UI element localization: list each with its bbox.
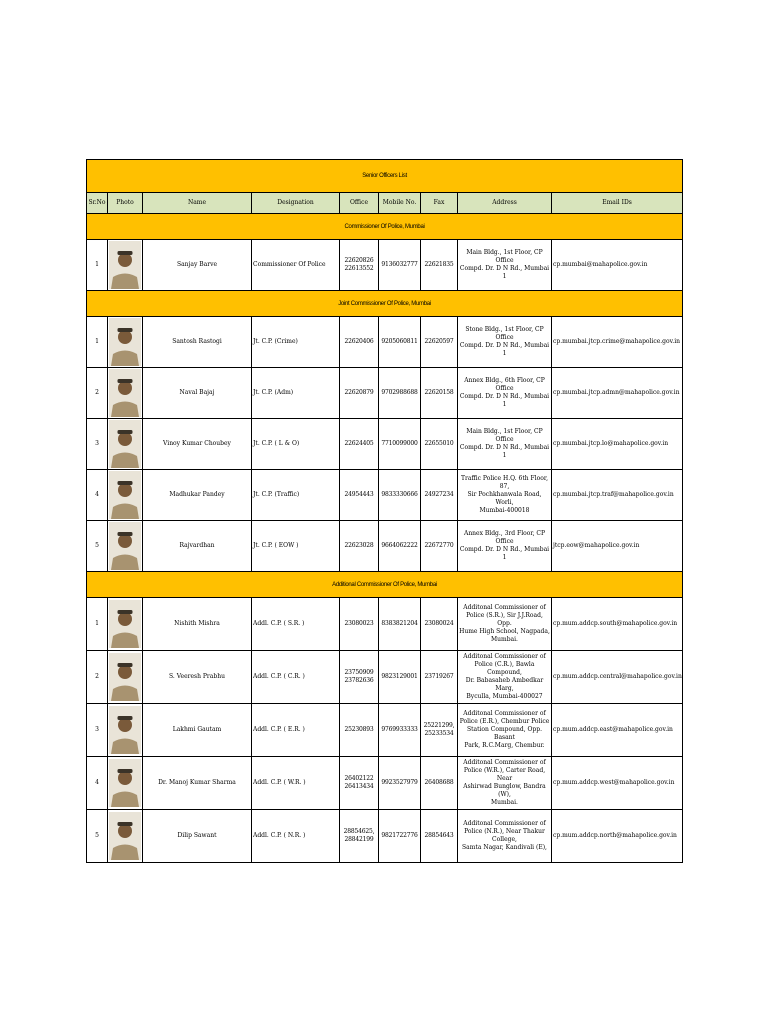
mobile-cell: 8383821204 (379, 598, 421, 651)
address-line: Additonal Commissioner of (463, 604, 546, 611)
mobile-cell: 9702988688 (379, 368, 421, 419)
designation-cell: Jt. C.P. ( EOW ) (252, 521, 340, 572)
office-phone-line: 24954443 (344, 491, 374, 498)
designation-cell: Jt. C.P. (Adm) (252, 368, 340, 419)
address-line: Annex Bldg., 6th Floor, CP Office (464, 377, 545, 392)
mobile-cell: 9833330666 (379, 470, 421, 521)
officer-row (87, 810, 683, 863)
fax-cell: 25221299, 25233534 (421, 704, 458, 757)
officer-photo-cell (108, 651, 143, 704)
officer-row (87, 240, 683, 291)
officer-photo-cell (108, 598, 143, 651)
email-cell: cp.mum.addcp.central@mahapolice.gov.in (552, 651, 683, 704)
column-header-address: Address (458, 193, 552, 214)
office-phone-line: 22613552 (344, 265, 374, 272)
officer-name-cell: Vinoy Kumar Choubey (143, 419, 252, 470)
address-line: Police (S.R.), Sir J.J.Road, Opp. (466, 612, 543, 627)
email-cell: cp.mum.addcp.south@mahapolice.gov.in (552, 598, 683, 651)
mobile-cell: 7710099000 (379, 419, 421, 470)
officer-photo-cell (108, 240, 143, 291)
officer-photo-image (109, 318, 141, 366)
address-cell (458, 419, 552, 470)
fax-cell: 22655010 (421, 419, 458, 470)
officer-photo-image (109, 369, 141, 417)
mobile-cell: 9923527979 (379, 757, 421, 810)
officer-photo-cell (108, 757, 143, 810)
sr-no-cell: 1 (87, 317, 108, 368)
address-line: Station Compound, Opp. Basant (466, 726, 543, 741)
officer-photo-image (109, 522, 141, 570)
designation-cell: Addl. C.P. ( W.R. ) (252, 757, 340, 810)
office-phone-line: 28854625, (343, 828, 375, 835)
sr-no-cell: 5 (87, 521, 108, 572)
address-line: Additonal Commissioner of (463, 820, 546, 827)
address-line: Additonal Commissioner of (463, 653, 546, 660)
officer-row (87, 368, 683, 419)
officer-photo-cell (108, 470, 143, 521)
email-cell: cp.mumbai.jtcp.lo@mahapolice.gov.in (552, 419, 683, 470)
officer-name-cell: Lakhmi Gautam (143, 704, 252, 757)
designation-cell: Jt. C.P. (Crime) (252, 317, 340, 368)
fax-cell: 22620597 (421, 317, 458, 368)
address-line: Mumbai. (491, 636, 518, 643)
address-line: Compd. Dr. D N Rd., Mumbai 1 (459, 265, 550, 280)
email-cell: cp.mumbai.jtcp.traf@mahapolice.gov.in (552, 470, 683, 521)
fax-cell: 22621835 (421, 240, 458, 291)
address-line: Mumbai-400018 (479, 507, 530, 514)
fax-cell: 28854643 (421, 810, 458, 863)
address-line: Compd. Dr. D N Rd., Mumbai 1 (459, 444, 550, 459)
officer-photo-cell (108, 810, 143, 863)
email-cell: jtcp.eow@mahapolice.gov.in (552, 521, 683, 572)
column-header-fax: Fax (421, 193, 458, 214)
section-heading-row (87, 572, 683, 598)
address-line: Additonal Commissioner of (463, 759, 546, 766)
address-line: Mumbai. (491, 799, 518, 806)
address-cell (458, 317, 552, 368)
officer-photo-image (109, 471, 141, 519)
senior-officers-table (86, 159, 683, 863)
officer-photo-cell (108, 419, 143, 470)
officers-body (87, 214, 683, 863)
column-header-name: Name (143, 193, 252, 214)
address-line: Main Bldg., 1st Floor, CP Office (466, 428, 543, 443)
address-line: Police (W.R.), Carter Road, Near (463, 767, 546, 782)
officer-name-cell: Dilip Sawant (143, 810, 252, 863)
address-cell (458, 240, 552, 291)
address-line: Stone Bldg., 1st Floor, CP Office (465, 326, 544, 341)
section-heading-row (87, 291, 683, 317)
email-cell: cp.mumbai.jtcp.crime@mahapolice.gov.in (552, 317, 683, 368)
office-phone-line: 28842199 (344, 836, 374, 843)
office-phone-line: 22624405 (344, 440, 374, 447)
email-cell: cp.mum.addcp.north@mahapolice.gov.in (552, 810, 683, 863)
address-line: Compd. Dr. D N Rd., Mumbai 1 (459, 393, 550, 408)
address-line: Ashirwad Bunglow, Bandra (W), (463, 783, 546, 798)
officer-name-cell: Sanjay Barve (143, 240, 252, 291)
office-phone-line: 26413434 (344, 783, 374, 790)
office-phone-line: 23080023 (344, 620, 374, 627)
officer-name-cell: Rajvardhan (143, 521, 252, 572)
section-heading: Commissioner Of Police, Mumbai (87, 214, 683, 240)
office-phone-cell (340, 598, 379, 651)
address-line: Hume High School, Nagpada, (459, 628, 550, 635)
sr-no-cell: 4 (87, 757, 108, 810)
office-phone-line: 25230893 (344, 726, 374, 733)
fax-cell: 22672770 (421, 521, 458, 572)
office-phone-line: 23782636 (344, 677, 374, 684)
officer-name-cell: Nishith Mishra (143, 598, 252, 651)
designation-cell: Addl. C.P. ( S.R. ) (252, 598, 340, 651)
address-cell (458, 757, 552, 810)
office-phone-cell (340, 368, 379, 419)
officer-row (87, 419, 683, 470)
address-cell (458, 521, 552, 572)
office-phone-line: 22620879 (344, 389, 374, 396)
sr-no-cell: 3 (87, 704, 108, 757)
mobile-cell: 9821722776 (379, 810, 421, 863)
section-heading: Additional Commissioner Of Police, Mumbai (87, 572, 683, 598)
office-phone-line: 23750909 (344, 669, 374, 676)
column-header-sr-no: Sr.No (87, 193, 108, 214)
address-cell (458, 470, 552, 521)
officer-name-cell: Santosh Rastogi (143, 317, 252, 368)
designation-cell: Addl. C.P. ( E.R. ) (252, 704, 340, 757)
officer-photo-image (109, 653, 141, 701)
sr-no-cell: 1 (87, 240, 108, 291)
address-line: Police (C.R.), Bawla Compound, (474, 661, 535, 676)
officer-row (87, 521, 683, 572)
office-phone-cell (340, 317, 379, 368)
column-header-mobile: Mobile No. (379, 193, 421, 214)
section-heading: Joint Commissioner Of Police, Mumbai (87, 291, 683, 317)
mobile-cell: 9823129001 (379, 651, 421, 704)
officer-name-cell: S. Veeresh Prabhu (143, 651, 252, 704)
email-cell: cp.mumbai.jtcp.admn@mahapolice.gov.in (552, 368, 683, 419)
column-header-designation: Designation (252, 193, 340, 214)
sr-no-cell: 2 (87, 651, 108, 704)
address-line: Sir Pochkhanwala Road, Worli, (467, 491, 542, 506)
officer-row (87, 317, 683, 368)
designation-cell: Addl. C.P. ( N.R. ) (252, 810, 340, 863)
officer-row (87, 598, 683, 651)
column-header-photo: Photo (108, 193, 143, 214)
column-header-office: Office (340, 193, 379, 214)
email-cell: cp.mum.addcp.east@mahapolice.gov.in (552, 704, 683, 757)
office-phone-line: 22620826 (344, 257, 374, 264)
address-line: College, (492, 836, 517, 843)
designation-cell: Jt. C.P. ( L & O) (252, 419, 340, 470)
address-line: Byculla, Mumbai-400027 (466, 693, 543, 700)
office-phone-cell (340, 419, 379, 470)
address-line: Traffic Police H.Q. 6th Floor, 87, (461, 475, 548, 490)
office-phone-cell (340, 810, 379, 863)
email-cell: cp.mumbai@mahapolice.gov.in (552, 240, 683, 291)
address-line: Dr. Babasaheb Ambedkar Marg, (465, 677, 544, 692)
address-cell (458, 651, 552, 704)
sr-no-cell: 2 (87, 368, 108, 419)
address-line: Main Bldg., 1st Floor, CP Office (466, 249, 543, 264)
address-line: Annex Bldg., 3rd Floor, CP Office (463, 530, 546, 545)
officer-name-cell: Dr. Manoj Kumar Sharma (143, 757, 252, 810)
officer-row (87, 757, 683, 810)
officer-photo-cell (108, 368, 143, 419)
address-cell (458, 368, 552, 419)
office-phone-cell (340, 704, 379, 757)
officer-name-cell: Madhukar Pandey (143, 470, 252, 521)
sr-no-cell: 1 (87, 598, 108, 651)
designation-cell: Addl. C.P. ( C.R. ) (252, 651, 340, 704)
mobile-cell: 9136032777 (379, 240, 421, 291)
address-line: Compd. Dr. D N Rd., Mumbai 1 (459, 342, 550, 357)
officer-photo-image (109, 759, 141, 807)
officer-photo-image (109, 812, 141, 860)
office-phone-cell (340, 651, 379, 704)
officer-photo-image (109, 420, 141, 468)
address-line: Police (N.R.), Near Thakur (464, 828, 545, 835)
sr-no-cell: 4 (87, 470, 108, 521)
sheet-title: Senior Officers List (87, 160, 683, 193)
office-phone-line: 26402122 (344, 775, 374, 782)
officer-photo-cell (108, 317, 143, 368)
officer-row (87, 704, 683, 757)
mobile-cell: 9205060811 (379, 317, 421, 368)
section-heading-row (87, 214, 683, 240)
office-phone-cell (340, 470, 379, 521)
officer-photo-image (109, 241, 141, 289)
sr-no-cell: 3 (87, 419, 108, 470)
officer-photo-cell (108, 704, 143, 757)
address-cell (458, 810, 552, 863)
officer-photo-image (109, 706, 141, 754)
fax-cell: 26408688 (421, 757, 458, 810)
address-cell (458, 598, 552, 651)
office-phone-cell (340, 240, 379, 291)
fax-cell: 23080024 (421, 598, 458, 651)
office-phone-cell (340, 521, 379, 572)
fax-cell: 22620158 (421, 368, 458, 419)
officer-row (87, 651, 683, 704)
designation-cell: Jt. C.P. (Traffic) (252, 470, 340, 521)
officer-row (87, 470, 683, 521)
sr-no-cell: 5 (87, 810, 108, 863)
officer-name-cell: Naval Bajaj (143, 368, 252, 419)
mobile-cell: 9664062222 (379, 521, 421, 572)
office-phone-cell (340, 757, 379, 810)
address-line: Compd. Dr. D N Rd., Mumbai 1 (459, 546, 550, 561)
office-phone-line: 22623028 (344, 542, 374, 549)
designation-cell: Commissioner Of Police (252, 240, 340, 291)
address-cell (458, 704, 552, 757)
fax-cell: 24927234 (421, 470, 458, 521)
office-phone-line: 22620406 (344, 338, 374, 345)
mobile-cell: 9769933333 (379, 704, 421, 757)
address-line: Samta Nagar, Kandivali (E), (462, 844, 547, 851)
fax-cell: 23719267 (421, 651, 458, 704)
email-cell: cp.mum.addcp.west@mahapolice.gov.in (552, 757, 683, 810)
column-header-email: Email IDs (552, 193, 683, 214)
address-line: Police (E.R.), Chembur Police (459, 718, 550, 725)
address-line: Park, R.C.Marg, Chembur. (464, 742, 545, 749)
address-line: Additonal Commissioner of (463, 710, 546, 717)
officer-photo-cell (108, 521, 143, 572)
officer-photo-image (109, 600, 141, 648)
